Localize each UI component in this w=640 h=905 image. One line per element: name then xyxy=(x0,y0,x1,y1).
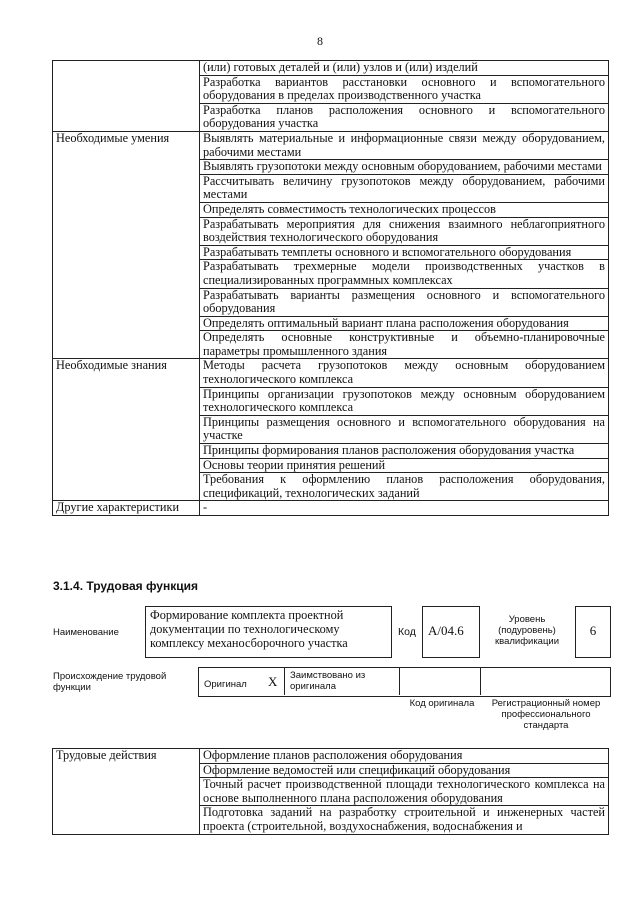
row-label xyxy=(53,61,200,132)
row-text: Разрабатывать темплеты основного и вспомогательного оборудования xyxy=(200,245,609,260)
borrowed-label: Заимствовано из оригинала xyxy=(290,670,366,692)
reg-number-label: Регистрационный номер профессионального стандарта xyxy=(491,698,601,731)
row-text: Подготовка заданий на разработку строительной и инженерных частей проекта (строительной, воздухоснабжения, водоснабжения и xyxy=(200,806,609,834)
page-number: 8 xyxy=(317,34,323,48)
function-name-value: Формирование комплекта проектной документации по технологическому комплексу механосборочного участка xyxy=(150,608,348,650)
row-text: Оформление планов расположения оборудования xyxy=(200,749,609,764)
row-text: Разрабатывать мероприятия для снижения взаимного неблагоприятного воздействия технологического оборудования xyxy=(200,217,609,245)
origin-box xyxy=(198,667,611,697)
row-text: Принципы организации грузопотоков между основным оборудованием технологического комплекса xyxy=(200,387,609,415)
level-label: Уровень (подуровень) квалификации xyxy=(494,614,560,647)
original-mark: X xyxy=(268,674,278,689)
row-label: Другие характеристики xyxy=(53,501,200,516)
skills-knowledge-table xyxy=(52,60,609,516)
row-text: Определять основные конструктивные и объемно-планировочные параметры промышленного здания xyxy=(200,331,609,359)
row-text: Разрабатывать трехмерные модели производственных участков в специализированных программных комплексах xyxy=(200,260,609,288)
table-row xyxy=(53,359,609,387)
origin-label: Происхождение трудовой функции xyxy=(53,671,167,693)
table-row xyxy=(53,61,609,76)
origin-divider-2 xyxy=(399,667,400,695)
row-label: Трудовые действия xyxy=(53,749,200,835)
row-text: Основы теории принятия решений xyxy=(200,458,609,473)
row-text: Принципы размещения основного и вспомогательного оборудования на участке xyxy=(200,415,609,443)
row-label: Необходимые умения xyxy=(53,131,200,359)
row-text: Точный расчет производственной площади технологического комплекса на основе выполненного плана расположения оборудования xyxy=(200,778,609,806)
origin-divider-1 xyxy=(284,667,285,695)
row-label: Необходимые знания xyxy=(53,359,200,501)
code-value: A/04.6 xyxy=(428,623,464,638)
row-text: Принципы формирования планов расположения оборудования участка xyxy=(200,444,609,459)
table-row xyxy=(53,501,609,516)
code-label: Код xyxy=(398,626,416,638)
row-text: Оформление ведомостей или спецификаций оборудования xyxy=(200,763,609,778)
level-value: 6 xyxy=(589,623,597,638)
table-row xyxy=(53,131,609,159)
table-row xyxy=(53,749,609,764)
row-text: - xyxy=(200,501,609,516)
row-text: Требования к оформлению планов расположения оборудования, спецификаций, технологических заданий xyxy=(200,473,609,501)
labor-actions-table xyxy=(52,748,609,835)
section-heading: 3.1.4. Трудовая функция xyxy=(53,579,198,593)
code-original-label: Код оригинала xyxy=(409,698,475,709)
name-label: Наименование xyxy=(53,627,119,638)
row-text: Разработка вариантов расстановки основного и вспомогательного оборудования в пределах производственного участка xyxy=(200,75,609,103)
origin-divider-3 xyxy=(480,667,481,695)
row-text: Определять оптимальный вариант плана расположения оборудования xyxy=(200,316,609,331)
row-text: Разрабатывать варианты размещения основного и вспомогательного оборудования xyxy=(200,288,609,316)
row-text: Разработка планов расположения основного и вспомогательного оборудования участка xyxy=(200,103,609,131)
row-text: Методы расчета грузопотоков между основным оборудованием технологического комплекса xyxy=(200,359,609,387)
row-text: Выявлять материальные и информационные связи между оборудованием, рабочими местами xyxy=(200,131,609,159)
original-label: Оригинал xyxy=(204,679,247,690)
row-text: Рассчитывать величину грузопотоков между оборудованием, рабочими местами xyxy=(200,174,609,202)
row-text: Определять совместимость технологических процессов xyxy=(200,202,609,217)
row-text: (или) готовых деталей и (или) узлов и (или) изделий xyxy=(200,61,609,76)
row-text: Выявлять грузопотоки между основным оборудованием, рабочими местами xyxy=(200,160,609,175)
